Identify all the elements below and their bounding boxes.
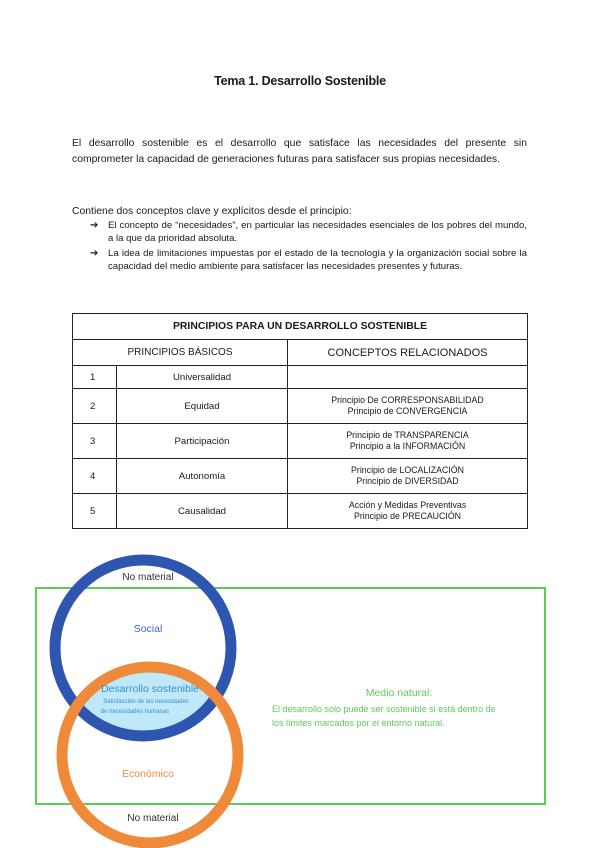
related-concepts: [288, 459, 528, 494]
concept-line: Principio de PRECAUCIÓN: [353, 511, 462, 521]
natural-environment-title: Medio natural:: [365, 687, 433, 699]
related-concepts: [288, 494, 528, 529]
table-title: PRINCIPIOS PARA UN DESARROLLO SOSTENIBLE: [73, 314, 528, 340]
table-row: [73, 459, 528, 494]
concept-line: Principio de LOCALIZACIÓN: [351, 464, 464, 475]
column-header-concepts: CONCEPTOS RELACIONADOS: [288, 340, 528, 366]
related-concepts: [288, 366, 528, 389]
concepts-intro: Contiene dos conceptos clave y explícitos desde el principio:: [72, 206, 352, 217]
natural-environment-line1: El desarrollo solo puede ser sostenible si está dentro de: [272, 704, 496, 714]
column-header-basic: PRINCIPIOS BÁSICOS: [73, 340, 288, 366]
concept-line: Principio De CORRESPONSABILIDAD: [331, 394, 484, 405]
bullet-text: El concepto de “necesidades”, en particular las necesidades esenciales de los pobres del mundo, a la que da prioridad absoluta.: [108, 220, 527, 245]
sustainability-diagram: [0, 548, 600, 848]
bullet-text: La idea de limitaciones impuestas por el estado de la tecnología y la organización social sobre la capacidad del medio ambiente para satisfacer las necesidades presentes y futuras.: [108, 247, 527, 272]
arrow-right-icon: ➔: [90, 220, 99, 231]
table-row: [73, 366, 528, 389]
principle-name: Causalidad: [117, 494, 288, 529]
sustainable-development-sub1: Satisfacción de las necesidades: [103, 699, 189, 705]
related-concepts: [288, 424, 528, 459]
arrow-right-icon: ➔: [90, 247, 99, 259]
concept-line: Acción y Medidas Preventivas: [348, 499, 467, 510]
row-number: 4: [73, 459, 117, 494]
table-row: [73, 424, 528, 459]
table-row: [73, 494, 528, 529]
principle-name: Autonomía: [117, 459, 288, 494]
row-number: 1: [73, 366, 117, 389]
table-row: [73, 389, 528, 424]
natural-environment-line2: los límites marcados por el entorno natural.: [272, 718, 445, 728]
concept-line: Principio de DIVERSIDAD: [356, 476, 459, 486]
economic-label: Económico: [122, 768, 174, 780]
bottom-no-material-label: No material: [127, 813, 179, 824]
list-item: [90, 247, 527, 274]
concept-line: Principio de TRANSPARENCIA: [346, 429, 469, 440]
sustainable-development-label: Desarrollo sostenible: [100, 683, 200, 695]
principles-table: [72, 313, 528, 529]
principle-name: Equidad: [117, 389, 288, 424]
top-no-material-label: No material: [122, 572, 174, 583]
principle-name: Universalidad: [117, 366, 288, 389]
concepts-list: [90, 219, 527, 274]
page-title: Tema 1. Desarrollo Sostenible: [214, 74, 386, 88]
principle-name: Participación: [117, 424, 288, 459]
concept-line: Principio de CONVERGENCIA: [347, 406, 468, 416]
row-number: 3: [73, 424, 117, 459]
list-item: [90, 219, 527, 246]
concept-line: Principio a la INFORMACIÓN: [349, 441, 466, 451]
social-label: Social: [133, 623, 163, 635]
related-concepts: [288, 389, 528, 424]
row-number: 2: [73, 389, 117, 424]
sustainable-development-sub2: de necesidades humanas: [100, 709, 170, 715]
intro-paragraph: El desarrollo sostenible es el desarrollo que satisface las necesidades del presente sin comprometer la capacidad de generaciones futuras para satisfacer sus propias necesidades.: [72, 138, 527, 165]
row-number: 5: [73, 494, 117, 529]
